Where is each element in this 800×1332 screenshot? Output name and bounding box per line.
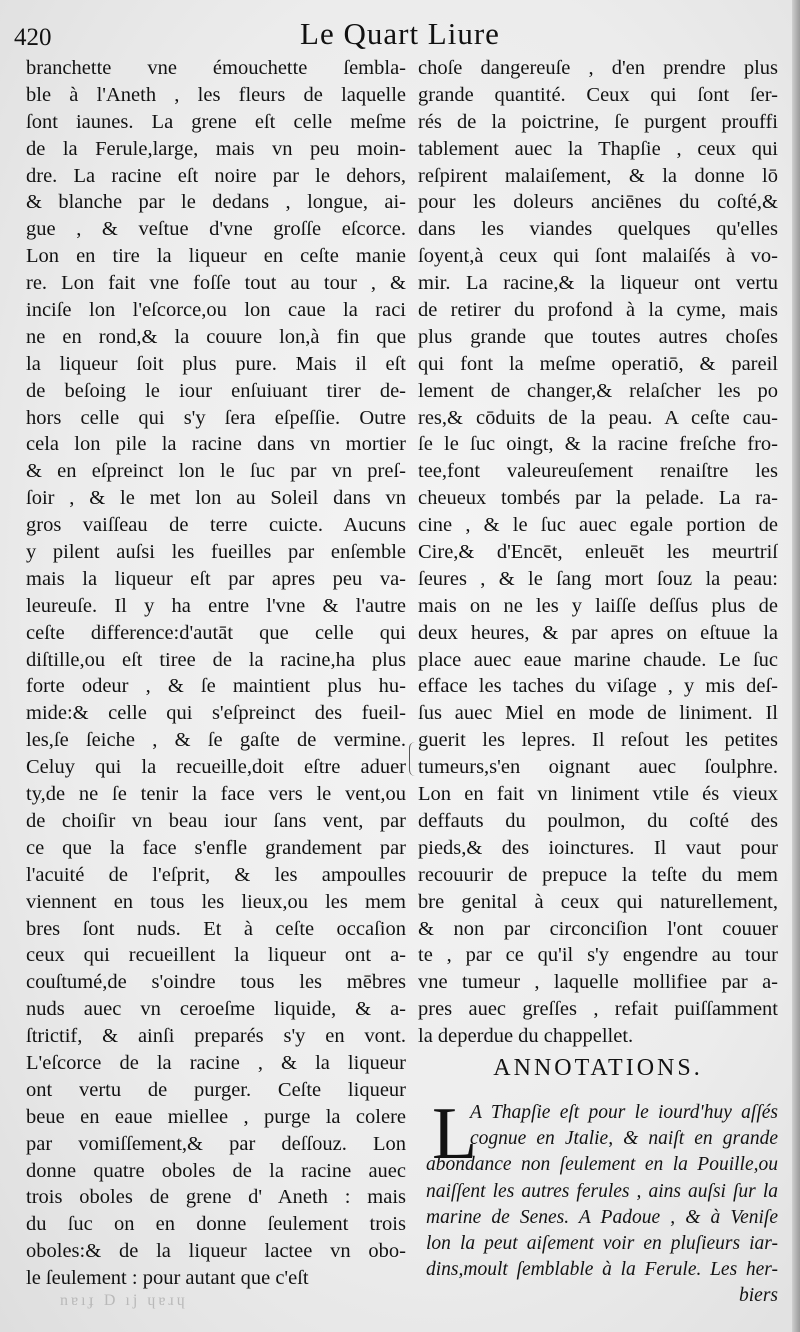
- annotation-line: cognue en Jtalie, & naiſt en grande: [470, 1128, 778, 1150]
- text-line: efface les taches du viſage , y mis deſ-: [418, 675, 778, 698]
- text-line: cheueux tombés par la pelade. La ra-: [418, 487, 778, 510]
- drop-cap-letter: L: [432, 1093, 478, 1175]
- text-line: grande quantité. Ceux qui ſont ſer-: [418, 83, 778, 106]
- text-line: ont vertu de purger. Ceſte liqueur: [26, 1078, 406, 1101]
- text-line: ſe le ſuc oingt, & la racine freſche fro-: [418, 433, 778, 456]
- text-line: de retirer du profond à la cyme, mais: [418, 299, 778, 322]
- text-line: ſoir , & le met lon au Soleil dans vn: [26, 487, 406, 510]
- annotation-line: lon la peut aiſement voir en pluſieurs iar-: [426, 1232, 778, 1254]
- text-line: leureuſe. Il y ha entre l'vne & l'autre: [26, 594, 406, 617]
- text-line: mais on ne les y laiſſe deſſus plus de: [418, 594, 778, 617]
- text-line: tumeurs,s'en oignant auec ſoulphre.: [418, 756, 778, 779]
- annotation-line: biers: [739, 1285, 778, 1307]
- text-line: qui font la meſme operatiō, & pareil: [418, 352, 778, 375]
- text-line: forte odeur , & ſe maintient plus hu-: [26, 675, 406, 698]
- annotations-heading: ANNOTATIONS.: [493, 1055, 703, 1081]
- left-text-column: [26, 55, 406, 1292]
- text-line: hors celle qui s'y ſera eſpeſſie. Outre: [26, 406, 406, 429]
- text-line: la deperdue du chappellet.: [418, 1025, 634, 1048]
- text-line: trois oboles de grene d' Aneth : mais: [26, 1186, 406, 1209]
- text-line: Cire,& d'Encēt, enleuēt les meurtriſ: [418, 541, 778, 564]
- text-line: & en eſpreinct lon le ſuc par vn preſ-: [26, 460, 406, 483]
- text-line: ſeures , & le ſang mort ſouz la peau:: [418, 567, 778, 590]
- margin-bracket-mark: [409, 742, 416, 776]
- text-line: pres auec greſſes , refait puiſſamment: [418, 998, 778, 1021]
- text-line: ceſte difference:d'autāt que celle qui: [26, 621, 406, 644]
- annotation-line: dins,moult ſemblable à la Ferule. Les her-: [426, 1259, 778, 1281]
- text-line: ſont iaunes. La grene eſt celle meſme: [26, 110, 406, 133]
- text-line: l'acuité de l'eſprit, & les ampoulles: [26, 863, 406, 886]
- text-line: te , par ce qu'il s'y engendre au tour: [418, 944, 778, 967]
- text-line: bre genital à ceux qui naturellement,: [418, 890, 778, 913]
- text-line: L'eſcorce de la racine , & la liqueur: [26, 1051, 406, 1074]
- annotation-line: marine de Senes. A Padoue , & à Veniſe: [426, 1206, 778, 1228]
- text-line: ble à l'Aneth , les fleurs de laquelle: [26, 83, 406, 106]
- text-line: recouurir de prepuce la teſte du mem: [418, 863, 778, 886]
- text-line: rés de la poictrine, ſe purgent prouffi: [418, 110, 778, 133]
- text-line: mais la liqueur eſt par apres peu va-: [26, 567, 406, 590]
- page-number: 420: [14, 24, 52, 51]
- text-line: Celuy qui la recueille,doit eſtre aduer: [26, 756, 406, 779]
- bleed-through-text: nɐıɟ D ıj ɥɐɹɥ: [60, 1292, 188, 1309]
- page-header: [0, 10, 800, 54]
- text-line: gue , & veſtue d'vne groſſe eſcorce.: [26, 218, 406, 241]
- text-line: Lon en fait vn liniment vtile és vieux: [418, 783, 778, 806]
- text-line: deffauts du poulmon, du coſté des: [418, 809, 778, 832]
- text-line: dre. La racine eſt noire par le dehors,: [26, 164, 406, 187]
- text-line: ſus auec Miel en mode de liniment. Il: [418, 702, 778, 725]
- text-line: pieds,& des ioinctures. Il vaut pour: [418, 836, 778, 859]
- text-line: couſtumé,de s'oindre tous les mēbres: [26, 971, 406, 994]
- text-line: les,ſe ſeiche , & ſe gaſte de vermine.: [26, 729, 406, 752]
- text-line: ty,de ne ſe tenir la face vers le vent,ou: [26, 783, 406, 806]
- text-line: choſe dangereuſe , d'en prendre plus: [418, 57, 778, 79]
- right-text-column: [418, 55, 778, 1050]
- text-line: plus grande que toutes autres choſes: [418, 325, 778, 348]
- text-line: res,& cōduits de la peau. A ceſte cau-: [418, 406, 778, 429]
- annotations-block: [426, 1093, 778, 1310]
- text-line: ne en rond,& la couure lon,à fin que: [26, 325, 406, 348]
- running-title: Le Quart Liure: [300, 16, 500, 51]
- text-line: ſtrictif, & ainſi preparés s'y en vont.: [26, 1025, 406, 1048]
- text-line: place auec eaue marine chaude. Le ſuc: [418, 648, 778, 671]
- text-line: ceux qui recueillent la liqueur ont a-: [26, 944, 406, 967]
- annotation-line: naiſſent les autres ferules , ains auſsi ſur la: [426, 1180, 778, 1202]
- text-line: inciſe lon l'eſcorce,ou lon caue la raci: [26, 299, 406, 322]
- text-line: deux heures, & par apres on eſtuue la: [418, 621, 778, 644]
- text-line: & non par circonciſion l'ont couuer: [418, 917, 778, 940]
- text-line: cela lon pile la racine dans vn mortier: [26, 433, 406, 456]
- text-line: ſoyent,à ceux qui ſont malaiſés à vo-: [418, 245, 778, 268]
- text-line: pour les doleurs anciēnes du coſté,&: [418, 191, 778, 214]
- text-line: la liqueur ſoit plus pure. Mais il eſt: [26, 352, 406, 375]
- text-line: oboles:& de la liqueur lactee vn obo-: [26, 1240, 406, 1263]
- text-line: viennent en tous les lieux,ou les mem: [26, 890, 406, 913]
- annotation-line: abondance non ſeulement en la Pouille,ou: [426, 1154, 778, 1176]
- text-line: vne tumeur , laquelle mollifiee par a-: [418, 971, 778, 994]
- text-line: ce que la face s'enfle grandement par: [26, 836, 406, 859]
- text-line: reſpirent malaiſement, & la donne lō: [418, 164, 778, 187]
- text-line: beue en eaue miellee , purge la colere: [26, 1105, 406, 1128]
- text-line: mide:& celle qui s'eſpreinct des fueil-: [26, 702, 406, 725]
- text-line: gros vaiſſeau de terre cuicte. Aucuns: [26, 514, 406, 537]
- text-line: tablement auec la Thapſie , ceux qui: [418, 137, 778, 160]
- text-line: Lon en tire la liqueur en ceſte manie: [26, 245, 406, 268]
- text-line: nuds auec vn ceroeſme liquide, & a-: [26, 998, 406, 1021]
- text-line: diſtille,ou eſt tiree de la racine,ha plus: [26, 648, 406, 671]
- text-line: par vomiſſement,& par deſſouz. Lon: [26, 1132, 406, 1155]
- text-line: du ſuc on en donne ſeulement trois: [26, 1213, 406, 1236]
- text-line: cine , & le ſuc auec egale portion de: [418, 514, 778, 537]
- annotation-line: A Thapſie eſt pour le iourd'huy aſſés: [470, 1102, 778, 1123]
- text-line: y pilent auſsi les fueilles par enſemble: [26, 541, 406, 564]
- text-line: lement de changer,& relaſcher les po: [418, 379, 778, 402]
- text-line: re. Lon fait vne foſſe tout au tour , &: [26, 272, 406, 295]
- text-line: branchette vne émouchette ſembla-: [26, 57, 406, 79]
- text-line: bres ſont nuds. Et à ceſte occaſion: [26, 917, 406, 940]
- text-line: de beſoing le iour enſuiuant tirer de-: [26, 379, 406, 402]
- text-line: tee,font valeureuſement renaiſtre les: [418, 460, 778, 483]
- text-line: de choiſir vn beau iour ſans vent, par: [26, 809, 406, 832]
- text-line: de la Ferule,large, mais vn peu moin-: [26, 137, 406, 160]
- text-line: & blanche par le dedans , longue, ai-: [26, 191, 406, 214]
- text-line: mir. La racine,& la liqueur ont vertu: [418, 272, 778, 295]
- text-line: dans les viandes quelques qu'elles: [418, 218, 778, 241]
- text-line: donne quatre oboles de la racine auec: [26, 1159, 406, 1182]
- text-line: guerit les lepres. Il reſout les petites: [418, 729, 778, 752]
- text-line: le ſeulement : pour autant que c'eſt: [26, 1267, 309, 1290]
